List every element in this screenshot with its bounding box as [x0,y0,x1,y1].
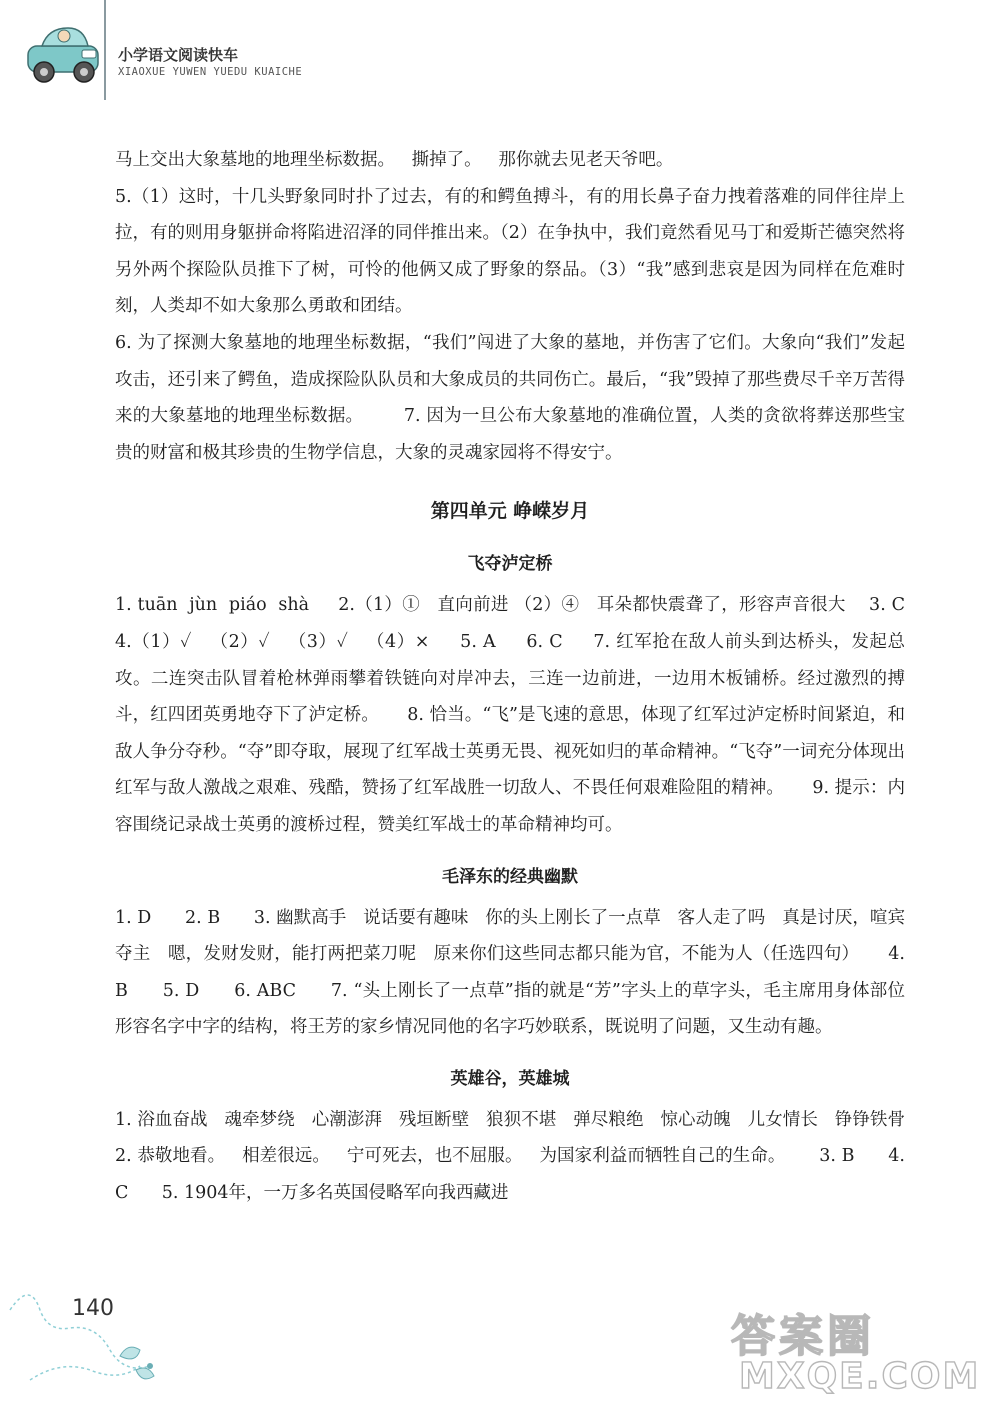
section-title: 飞夺泸定桥 [467,554,553,575]
site-watermark [725,1300,995,1400]
series-title: 小学语文阅读快车 [118,46,239,64]
page-number: 140 [72,1296,114,1321]
section-answers: 1. tuān jùn piáo shà 2.（1）① 直向前进 （2）④ 耳朵都快震聋了，形容声音很大 3. C 4.（1）✓ （2）✓ （3）✓ （4）× 5. A 6. C 7. 红军抢在敌人前头到达桥头，发起总攻。二连突击队冒着枪林弹雨攀着铁链向对岸冲去，三连一边前进，一边用木板铺桥。经过激烈的搏斗，红四团英勇地夺下了泸定桥。 8. 恰当。“飞”是飞速的意思，体现了红军过泸定桥时间紧迫，和敌人争分夺秒。“夺”即夺取，展现了红军战士英勇无畏、视死如归的革命精神。“飞夺”一词充分体现出红军与敌人激战之艰难、残酷，赞扬了红军战胜一切敌人、不畏任何艰难险阻的精神。 9. 提示：内容围绕记录战士英勇的渡桥过程，赞美红军战士的革命精神均可。 [115,595,933,835]
answer-paragraph: 6. 为了探测大象墓地的地理坐标数据，“我们”闯进了大象的墓地，并伤害了它们。大象向“我们”发起攻击，还引来了鳄鱼，造成探险队队员和大象成员的共同伤亡。最后，“我”毁掉了那些费尽千辛万苦得来的大象墓地的地理坐标数据。 7. 因为一旦公布大象墓地的准确位置，人类的贪欲将葬送那些宝贵的财富和极其珍贵的生物学信息，大象的灵魂家园将不得安宁。 [115,332,905,463]
car-logo-icon [22,22,106,88]
watermark-text: 答案圈 [731,1311,875,1362]
section-answers: 1. D 2. B 3. 幽默高手 说话要有趣味 你的头上刚长了一点草 客人走了吗 真是讨厌，喧宾夺主 嗯，发财发财，能打两把菜刀呢 原来你们这些同志都只能为官，不能为人（任选四句） 4. B 5. D 6. ABC 7. “头上刚长了一点草”指的就是“芳”字头上的草字头，毛主席用身体部位形容名字中字的结构，将王芳的家乡情况同他的名字巧妙联系，既说明了问题，又生动有趣。 [115,907,911,1038]
section-title: 毛泽东的经典幽默 [442,866,578,887]
watermark-url: MXQE.COM [739,1356,981,1397]
section-answers: 1. 浴血奋战 魂牵梦绕 心潮澎湃 残垣断壁 狼狈不堪 弹尽粮绝 惊心动魄 儿女情长 铮铮铁骨 2. 恭敬地看。 相差很远。 宁可死去，也不屈服。 为国家利益而牺牲自己的生命。 3. B 4. C 5. 1904年，一万多名英国侵略军向我西藏进 [115,1109,933,1204]
answer-paragraph: 马上交出大象墓地的地理坐标数据。 撕掉了。 那你就去见老天爷吧。 [115,150,674,170]
unit-title: 第四单元 峥嵘岁月 [430,500,590,523]
page-header [0,0,1000,110]
vine-decoration-icon [0,1270,200,1400]
series-pinyin: XIAOXUE YUWEN YUEDU KUAICHE [118,66,303,78]
answer-content [115,142,933,1212]
header-divider [104,0,106,100]
section-title: 英雄谷，英雄城 [450,1068,570,1089]
answer-paragraph: 5.（1）这时，十几头野象同时扑了过去，有的和鳄鱼搏斗，有的用长鼻子奋力拽着落难的同伴往岸上拉，有的则用身躯拼命将陷进沼泽的同伴推出来。（2）在争执中，我们竟然看见马丁和爱斯芒德突然将另外两个探险队员推下了树，可怜的他俩又成了野象的祭品。（3）“我”感到悲哀是因为同样在危难时刻，人类却不如大象那么勇敢和团结。 [115,186,905,317]
